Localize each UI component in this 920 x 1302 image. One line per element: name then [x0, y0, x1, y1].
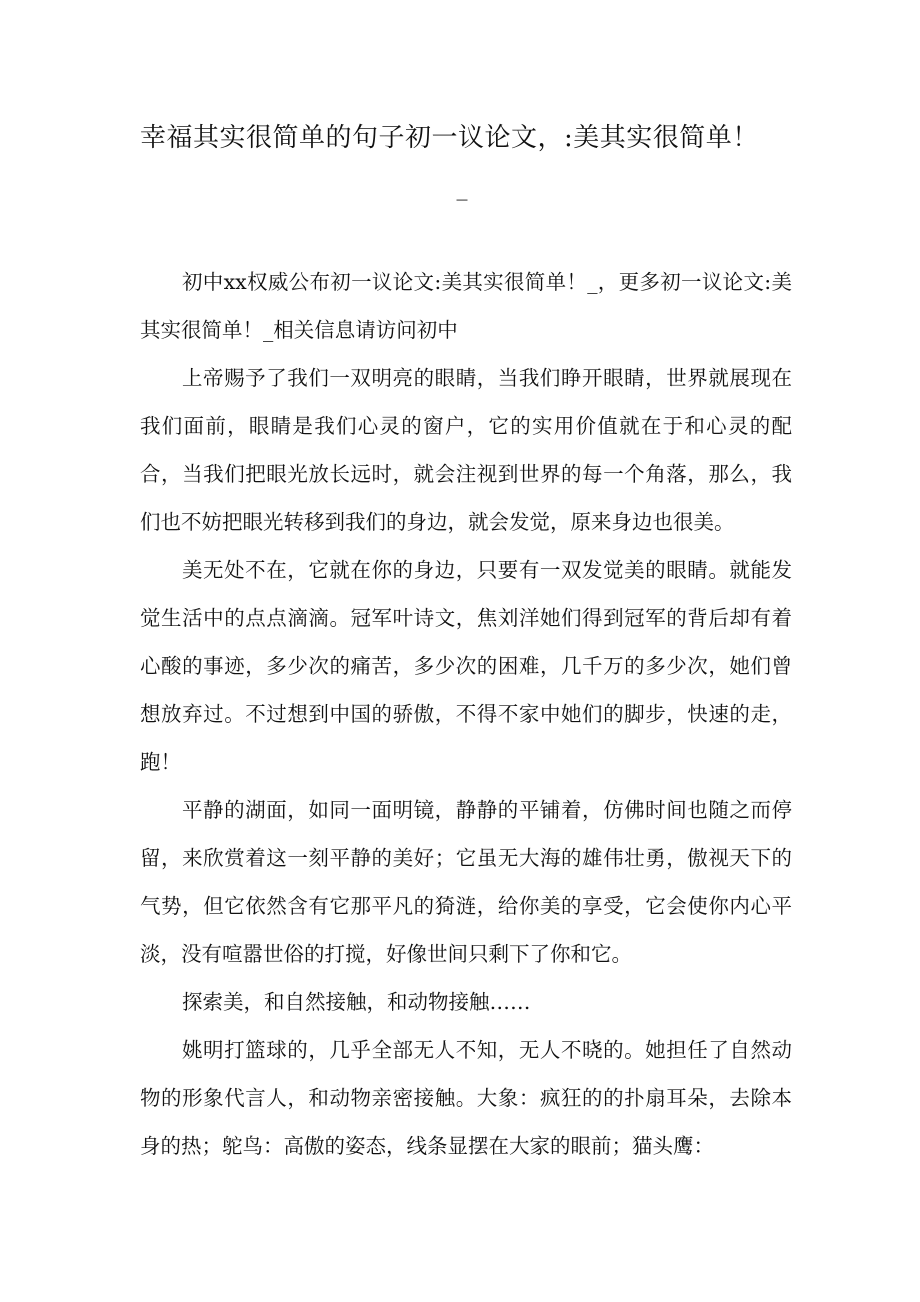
paragraph-lake: 平静的湖面，如同一面明镜，静静的平铺着，仿佛时间也随之而停留，来欣赏着这一刻平静的美好；它虽无大海的雄伟壮勇，傲视天下的气势，但它依然含有它那平凡的猗涟，给你美的享受，它会使你内心平淡，没有喧嚣世俗的打搅，好像世间只剩下了你和它。 — [140, 798, 792, 966]
paragraph-intro: 初中xx权威公布初一议论文:美其实很简单！_，更多初一议论文:美其实很简单！_相关信息请访问初中 — [140, 270, 792, 342]
paragraph-champions: 美无处不在，它就在你的身边，只要有一双发觉美的眼睛。就能发觉生活中的点点滴滴。冠军叶诗文，焦刘洋她们得到冠军的背后却有着心酸的事迹，多少次的痛苦，多少次的困难，几千万的多少次，她们曾想放弃过。不过想到中国的骄傲，不得不家中她们的脚步，快速的走，跑！ — [140, 558, 792, 774]
document-title: 幸福其实很简单的句子初一议论文，:美其实很简单！ — [140, 123, 759, 153]
paragraph-yaoming: 姚明打篮球的，几乎全部无人不知，无人不晓的。她担任了自然动物的形象代言人，和动物亲密接触。大象：疯狂的的扑扇耳朵，去除本身的热；鸵鸟：高傲的姿态，线条显摆在大家的眼前；猫头鹰： — [140, 1038, 792, 1158]
document-body — [140, 258, 792, 1170]
paragraph-explore: 探索美，和自然接触，和动物接触…… — [182, 990, 531, 1014]
title-underscore: _ — [456, 176, 468, 201]
paragraph-eyes: 上帝赐予了我们一双明亮的眼睛，当我们睁开眼睛，世界就展现在我们面前，眼睛是我们心灵的窗户，它的实用价值就在于和心灵的配合，当我们把眼光放长远时，就会注视到世界的每一个角落，那么，我们也不妨把眼光转移到我们的身边，就会发觉，原来身边也很美。 — [140, 366, 792, 534]
